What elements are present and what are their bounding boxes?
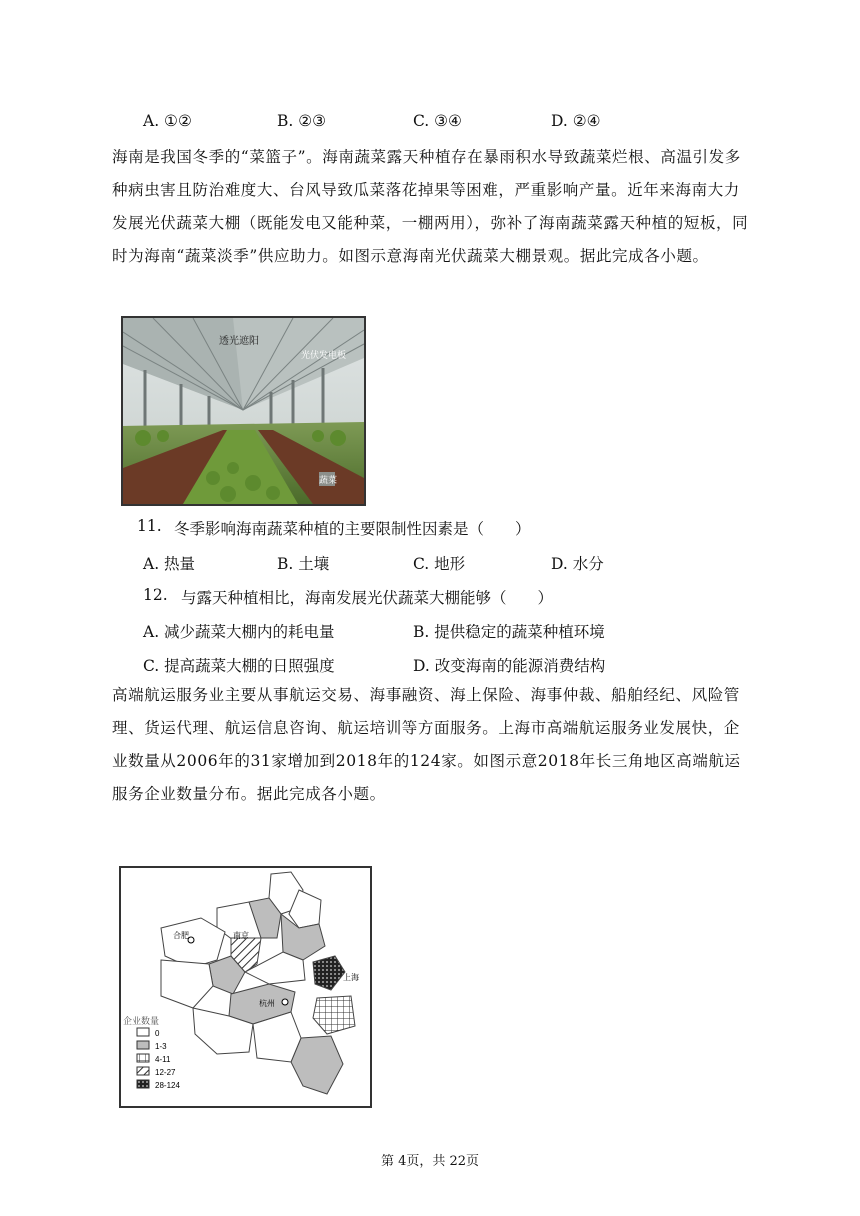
photo-label-pv-panel: 光伏发电板 [301, 350, 347, 360]
q12-option-a: A. 减少蔬菜大棚内的耗电量 [143, 623, 335, 641]
legend-label-0: 0 [155, 1029, 160, 1038]
q12-option-c: C. 提高蔬菜大棚的日照强度 [143, 657, 335, 675]
greenhouse-photo [121, 316, 366, 506]
q10-option-a: A. ①② [143, 112, 192, 130]
passage-shipping-services: 高端航运服务业主要从事航运交易、海事融资、海上保险、海事仲裁、船舶经纪、风险管理、货运代理、航运信息咨询、航运培训等方面服务。上海市高端航运服务业发展快，企业数量从2006年的31家增加到2018年的124家。如图示意2018年长三角地区高端航运服务企业数量分布。据此完成各小题。 [112, 686, 741, 803]
q12-option-b: B. 提供稳定的蔬菜种植环境 [413, 623, 605, 641]
city-label-hangzhou: 杭州 [259, 999, 275, 1008]
legend-swatch-2 [137, 1054, 149, 1062]
city-marker-hangzhou [282, 999, 288, 1005]
q10-option-d: D. ②④ [551, 112, 601, 130]
city-label-shanghai: 上海 [343, 973, 359, 982]
greenhouse-illustration [123, 318, 364, 504]
q10-option-b: B. ②③ [277, 112, 327, 130]
legend-label-2: 4-11 [155, 1055, 171, 1064]
map-illustration [121, 868, 370, 1106]
city-label-hefei: 合肥 [173, 931, 189, 940]
yangtze-delta-map [119, 866, 372, 1108]
map-legend [123, 1015, 180, 1090]
legend-swatch-0 [137, 1028, 149, 1036]
legend-swatch-1 [137, 1041, 149, 1049]
q11-option-b: B. 土壤 [277, 555, 330, 573]
q11-option-d: D. 水分 [551, 555, 604, 573]
legend-swatch-3 [137, 1067, 149, 1075]
photo-label-vegetable: 蔬菜 [319, 475, 338, 485]
q10-option-c: C. ③④ [413, 112, 462, 130]
legend-label-4: 28-124 [155, 1081, 180, 1090]
q11-option-a: A. 热量 [143, 555, 196, 573]
legend-label-3: 12-27 [155, 1068, 176, 1077]
legend-swatch-4 [137, 1080, 149, 1088]
city-label-nanjing: 南京 [233, 931, 249, 940]
q12-option-d: D. 改变海南的能源消费结构 [413, 657, 606, 675]
q11-number: 11. [137, 517, 162, 535]
passage-vegetable-greenhouse: 海南是我国冬季的“菜篮子”。海南蔬菜露天种植存在暴雨积水导致蔬菜烂根、高温引发多种病虫害且防治难度大、台风导致瓜菜落花掉果等困难，严重影响产量。近年来海南大力发展光伏蔬菜大棚（既能发电又能种菜，一棚两用），弥补了海南蔬菜露天种植的短板，同时为海南“蔬菜淡季”供应助力。如图示意海南光伏蔬菜大棚景观。据此完成各小题。 [112, 148, 749, 265]
q11-stem: 冬季影响海南蔬菜种植的主要限制性因素是（ ） [174, 520, 531, 538]
photo-label-sunshade: 透光遮阳 [219, 336, 259, 347]
legend-title: 企业数量 [123, 1016, 160, 1026]
q12-number: 12. [143, 586, 168, 604]
q11-option-c: C. 地形 [413, 555, 466, 573]
legend-label-1: 1-3 [155, 1042, 167, 1051]
q12-stem: 与露天种植相比，海南发展光伏蔬菜大棚能够（ ） [181, 589, 554, 607]
page-footer: 第 4页，共 22页 [380, 1154, 480, 1169]
